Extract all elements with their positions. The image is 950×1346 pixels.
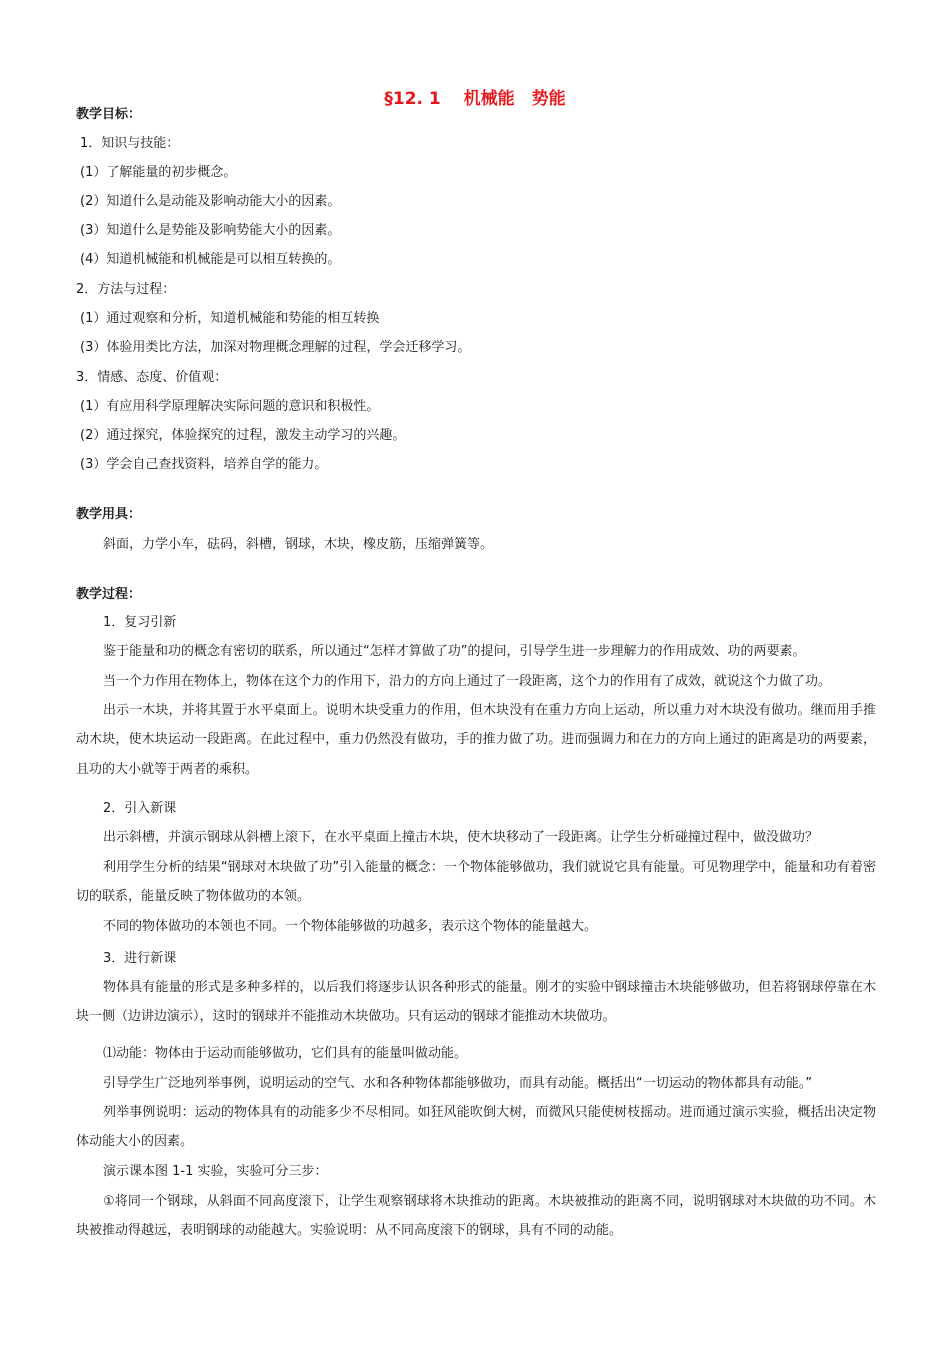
tools-text: 斜面，力学小车，砝码，斜槽，钢球，木块，橡皮筋，压缩弹簧等。: [103, 537, 494, 552]
objective-section-2: 2．方法与过程：: [76, 282, 176, 297]
paragraph: 出示斜槽，并演示钢球从斜槽上滚下，在水平桌面上撞击木块，使木块移动了一段距离。让学生分析碰撞过程中，做没做功？: [103, 830, 819, 845]
paragraph: 出示一木块，并将其置于水平桌面上。说明木块受重力的作用，但木块没有在重力方向上运动，所以重力对木块没有做功。继而用手推动木块，使木块运动一段距离。在此过程中，重力仍然没有做功，手的推力做了功。进而强调力和在力的方向上通过的距离是功的两要素，且功的大小就等于两者的乘积。: [76, 703, 876, 777]
paragraph: 列举事例说明：运动的物体具有的动能多少不尽相同。如狂风能吹倒大树，而微风只能使树枝摇动。进而通过演示实验，概括出决定物体动能大小的因素。: [76, 1105, 876, 1150]
paragraph: 当一个力作用在物体上，物体在这个力的作用下，沿力的方向上通过了一段距离，这个力的作用有了成效，就说这个力做了功。: [103, 674, 832, 689]
process-step-2: 2．引入新课: [103, 801, 177, 816]
paragraph: 引导学生广泛地列举事例，说明运动的空气、水和各种物体都能够做功，而具有动能。概括出“一切运动的物体都具有动能。”: [103, 1076, 812, 1091]
objective-item: (1）有应用科学原理解决实际问题的意识和积极性。: [80, 399, 380, 414]
objective-item: (2）通过探究，体验探究的过程，激发主动学习的兴趣。: [80, 428, 406, 443]
objective-item: (3）知道什么是势能及影响势能大小的因素。: [80, 223, 341, 238]
objective-item: (4）知道机械能和机械能是可以相互转换的。: [80, 252, 341, 267]
paragraph: 利用学生分析的结果“钢球对木块做了功”引入能量的概念：一个物体能够做功，我们就说它具有能量。可见物理学中，能量和功有着密切的联系，能量反映了物体做功的本领。: [76, 860, 876, 905]
objective-item: (3）学会自己查找资料，培养自学的能力。: [80, 457, 328, 472]
objective-item: (2）知道什么是动能及影响动能大小的因素。: [80, 194, 341, 209]
paragraph: 演示课本图 1-1 实验，实验可分三步：: [103, 1164, 328, 1179]
document-title: §12. 1 机械能 势能: [384, 89, 566, 109]
objectives-heading: 教学目标：: [76, 107, 142, 122]
paragraph: 物体具有能量的形式是多种多样的，以后我们将逐步认识各种形式的能量。刚才的实验中钢球撞击木块能够做功，但若将钢球停靠在木块一侧（边讲边演示），这时的钢球并不能推动木块做功。只有运动的钢球才能推动木块做功。: [76, 980, 876, 1025]
tools-heading: 教学用具：: [76, 507, 142, 522]
paragraph: ⑴动能：物体由于运动而能够做功，它们具有的能量叫做动能。: [103, 1046, 468, 1061]
process-step-3: 3．进行新课: [103, 951, 177, 966]
process-heading: 教学过程：: [76, 587, 142, 602]
objective-item: (1）了解能量的初步概念。: [80, 165, 237, 180]
objective-section-3: 3．情感、态度、价值观：: [76, 370, 228, 385]
process-step-1: 1．复习引新: [103, 615, 177, 630]
paragraph: 鉴于能量和功的概念有密切的联系，所以通过“怎样才算做了功”的提问，引导学生进一步理解力的作用成效、功的两要素。: [103, 644, 806, 659]
objective-item: (3）体验用类比方法，加深对物理概念理解的过程，学会迁移学习。: [80, 340, 471, 355]
paragraph: 不同的物体做功的本领也不同。一个物体能够做的功越多，表示这个物体的能量越大。: [103, 919, 598, 934]
paragraph: ①将同一个钢球，从斜面不同高度滚下，让学生观察钢球将木块推动的距离。木块被推动的距离不同，说明钢球对木块做的功不同。木块被推动得越远，表明钢球的动能越大。实验说明：从不同高度滚下的钢球，具有不同的动能。: [76, 1194, 876, 1239]
objective-item: (1）通过观察和分析，知道机械能和势能的相互转换: [80, 311, 380, 326]
objective-section-1: 1．知识与技能：: [80, 136, 180, 151]
